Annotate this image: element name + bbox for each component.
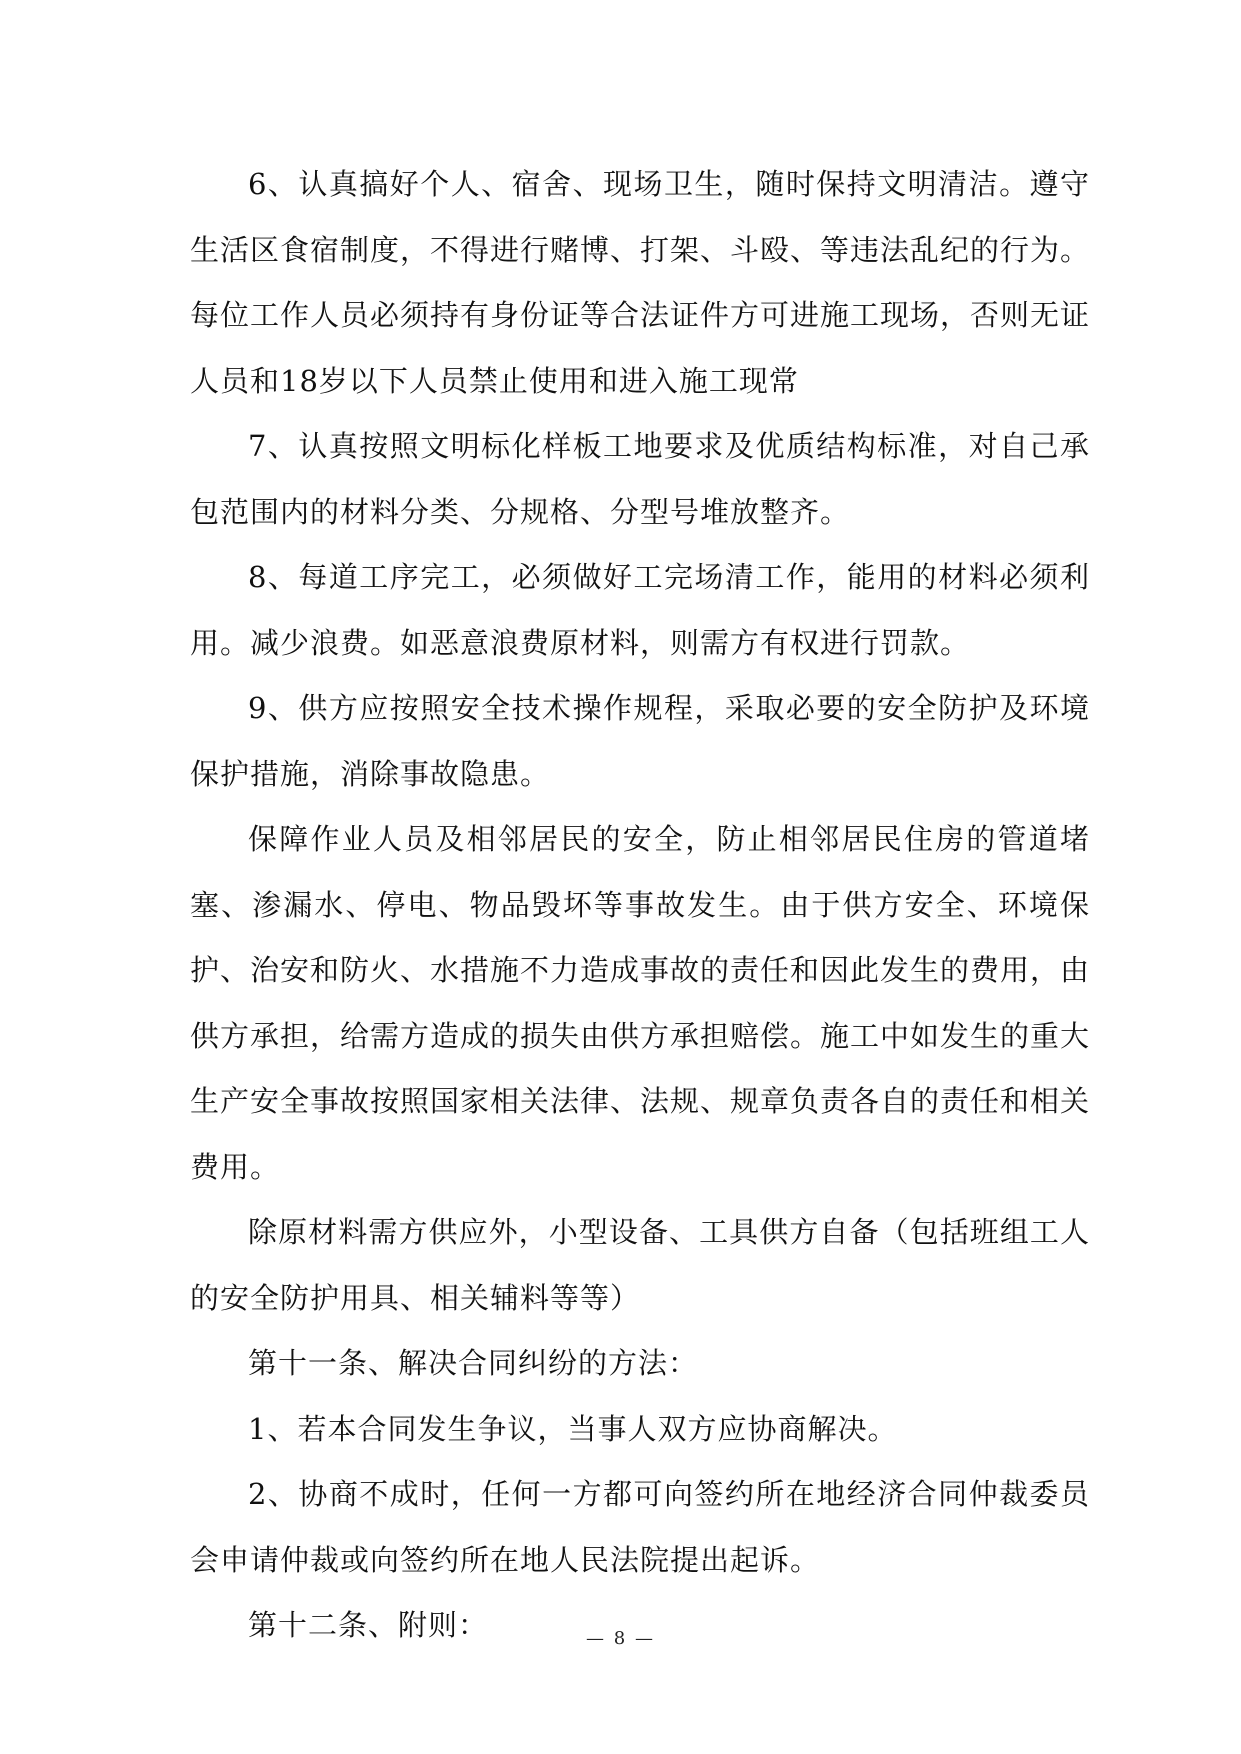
document-body [190, 152, 1090, 1659]
paragraph-clause-8: 8、每道工序完工，必须做好工完场清工作，能用的材料必须利用。减少浪费。如恶意浪费原材料，则需方有权进行罚款。 [190, 560, 1090, 660]
heading-article-12: 第十二条、附则： [248, 1608, 489, 1642]
paragraph-dispute-1: 1、若本合同发生争议，当事人双方应协商解决。 [248, 1411, 898, 1446]
paragraph-clause-9: 9、供方应按照安全技术操作规程，采取必要的安全防护及环境保护措施，消除事故隐患。 [190, 691, 1090, 791]
heading-article-11: 第十一条、解决合同纠纷的方法： [248, 1346, 699, 1380]
paragraph-dispute-2: 2、协商不成时，任何一方都可向签约所在地经济合同仲裁委员会申请仲裁或向签约所在地人民法院提出起诉。 [190, 1477, 1090, 1577]
paragraph-clause-6: 6、认真搞好个人、宿舍、现场卫生，随时保持文明清洁。遵守生活区食宿制度，不得进行赌博、打架、斗殴、等违法乱纪的行为。每位工作人员必须持有身份证等合法证件方可进施工现场，否则无证人员和18岁以下人员禁止使用和进入施工现常 [190, 167, 1091, 398]
paragraph-safety: 保障作业人员及相邻居民的安全，防止相邻居民住房的管道堵塞、渗漏水、停电、物品毁坏等事故发生。由于供方安全、环境保护、治安和防火、水措施不力造成事故的责任和因此发生的费用，由供方承担，给需方造成的损失由供方承担赔偿。施工中如发生的重大生产安全事故按照国家相关法律、法规、规章负责各自的责任和相关费用。 [190, 822, 1091, 1184]
paragraph-clause-7: 7、认真按照文明标化样板工地要求及优质结构标准，对自己承包范围内的材料分类、分规格、分型号堆放整齐。 [190, 429, 1090, 529]
page-number: — 8 — [586, 1628, 655, 1649]
paragraph-equipment: 除原材料需方供应外，小型设备、工具供方自备（包括班组工人的安全防护用具、相关辅料等等） [190, 1215, 1090, 1315]
